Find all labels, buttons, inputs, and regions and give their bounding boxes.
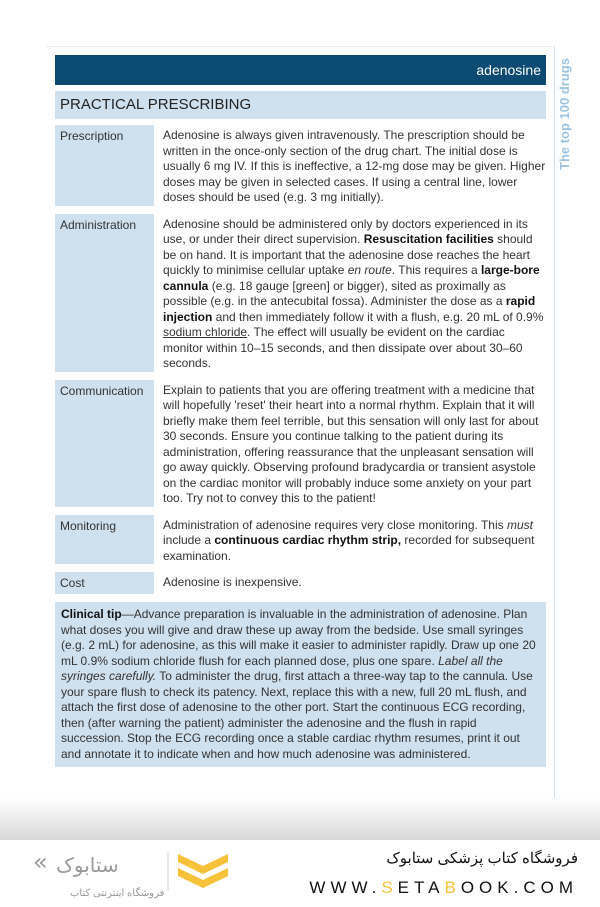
footer bbox=[0, 840, 600, 907]
drug-title-bar bbox=[55, 55, 546, 85]
text-segment: Adenosine is always given intravenously. The prescription should be written in the once-only section of the drug chart. The initial dose is usually 6 mg IV. If this is ineffective, a 12-mg dose may be given. Higher doses may be given in selected cases. If using a central line, lower doses should be used (e.g. 3 mg initially). bbox=[163, 128, 546, 204]
text-segment: . The effect will usually be evident on the cardiac monitor within 10–15 seconds, and then dissipate over about 30–60 seconds. bbox=[163, 325, 523, 370]
store-name: فروشگاه کتاب پزشکی ستابوک bbox=[386, 850, 578, 867]
text-segment: Explain to patients that you are offering treatment with a medicine that will hopefully 'reset' their heart into a normal rhythm. Explain that it will briefly make them feel terrible, but this sensation will only last for about 30 seconds. Ensure you continue talking to the patient during its administration, offering reassurance that the unpleasant sensation will go away quickly. Observing profound bradycardia or transient asystole on the cardiac monitor will probably induce some anxiety on your part too. Try not to convey this to the patient! bbox=[163, 382, 539, 505]
row-text-prescription bbox=[163, 125, 546, 206]
row-text-cost bbox=[163, 572, 546, 594]
italic-text: en route bbox=[347, 263, 392, 277]
row-cost bbox=[55, 572, 546, 594]
text-segment: To administer the drug, first attach a three-way tap to the cannula. Use your spare flush to check its patency. Next, replace this with a new, full 20 mL flush, and attach the first dose of adenosine to the other port. Start the continuous ECG recording, then (after warning the patient) administer the adenosine and the flush in rapid succession. Stop the ECG recording once a stable cardiac rhythm resumes, print it out and annotate it to indicate when and how much adenosine was administered. bbox=[61, 669, 533, 761]
underlined-text: sodium chloride bbox=[163, 325, 248, 339]
row-text-communication bbox=[163, 380, 546, 507]
side-tab: The top 100 drugs bbox=[557, 58, 572, 170]
text-segment: Adenosine should be administered only by doctors experienced in its use, or under their direct supervision. bbox=[163, 216, 528, 246]
bold-text: Resuscitation facilities bbox=[363, 232, 494, 246]
row-text-monitoring bbox=[163, 515, 546, 565]
page-shadow bbox=[0, 798, 600, 840]
logo-subtitle: فروشگاه اینترنتی کتاب bbox=[70, 888, 165, 899]
bold-text: large-bore cannula bbox=[163, 263, 540, 293]
text-segment: (e.g. 18 gauge [green] or bigger), sited as proximally as possible (e.g. in the antecubital fossa). Administer the dose as a bbox=[163, 278, 506, 308]
clinical-tip-box bbox=[55, 602, 546, 767]
text-segment: recorded for subsequent examination. bbox=[163, 533, 535, 563]
section-heading: PRACTICAL PRESCRIBING bbox=[55, 91, 546, 119]
italic-text: Label all the syringes carefully. bbox=[61, 653, 503, 683]
row-label-communication: Communication bbox=[55, 380, 154, 507]
store-url[interactable]: WWW.SETABOOK.COM bbox=[309, 878, 578, 897]
italic-text: must bbox=[506, 517, 533, 532]
svg-text:«: « bbox=[33, 848, 48, 876]
text-segment: Administration of adenosine requires very close monitoring. This bbox=[163, 517, 507, 532]
text-segment: include a bbox=[163, 533, 215, 547]
logo-text: ستابوک bbox=[56, 853, 119, 877]
row-prescription bbox=[55, 125, 546, 206]
bold-text: Clinical tip bbox=[61, 607, 122, 621]
row-label-cost: Cost bbox=[55, 572, 154, 594]
drug-title: adenosine bbox=[476, 62, 541, 78]
bold-text: rapid injection bbox=[163, 294, 536, 324]
row-communication bbox=[55, 380, 546, 507]
text-segment: . This requires a bbox=[391, 263, 481, 277]
text-segment: should be on hand. It is important that the adenosine dose reaches the heart quickly to minimise cellular uptake bbox=[163, 232, 533, 277]
row-monitoring bbox=[55, 515, 546, 565]
row-text-administration bbox=[163, 214, 546, 372]
row-label-prescription: Prescription bbox=[55, 125, 154, 206]
row-label-administration: Administration bbox=[55, 214, 154, 372]
prescribing-table bbox=[55, 125, 546, 767]
bold-text: continuous cardiac rhythm strip, bbox=[214, 533, 402, 547]
row-label-monitoring: Monitoring bbox=[55, 515, 154, 565]
text-segment: and then immediately follow it with a flush, e.g. 20 mL of 0.9% bbox=[212, 309, 544, 324]
row-administration bbox=[55, 214, 546, 372]
text-segment: Adenosine is inexpensive. bbox=[163, 575, 302, 589]
text-segment: —Advance preparation is invaluable in the administration of adenosine. Plan what doses you will give and draw these up away from the bedside. Use small syringes (e.g. 2 mL) for adenosine, as this will make it easier to administer rapidly. Draw up one 20 mL 0.9% sodium chloride flush for each planned dose, plus one spare. bbox=[61, 607, 536, 668]
